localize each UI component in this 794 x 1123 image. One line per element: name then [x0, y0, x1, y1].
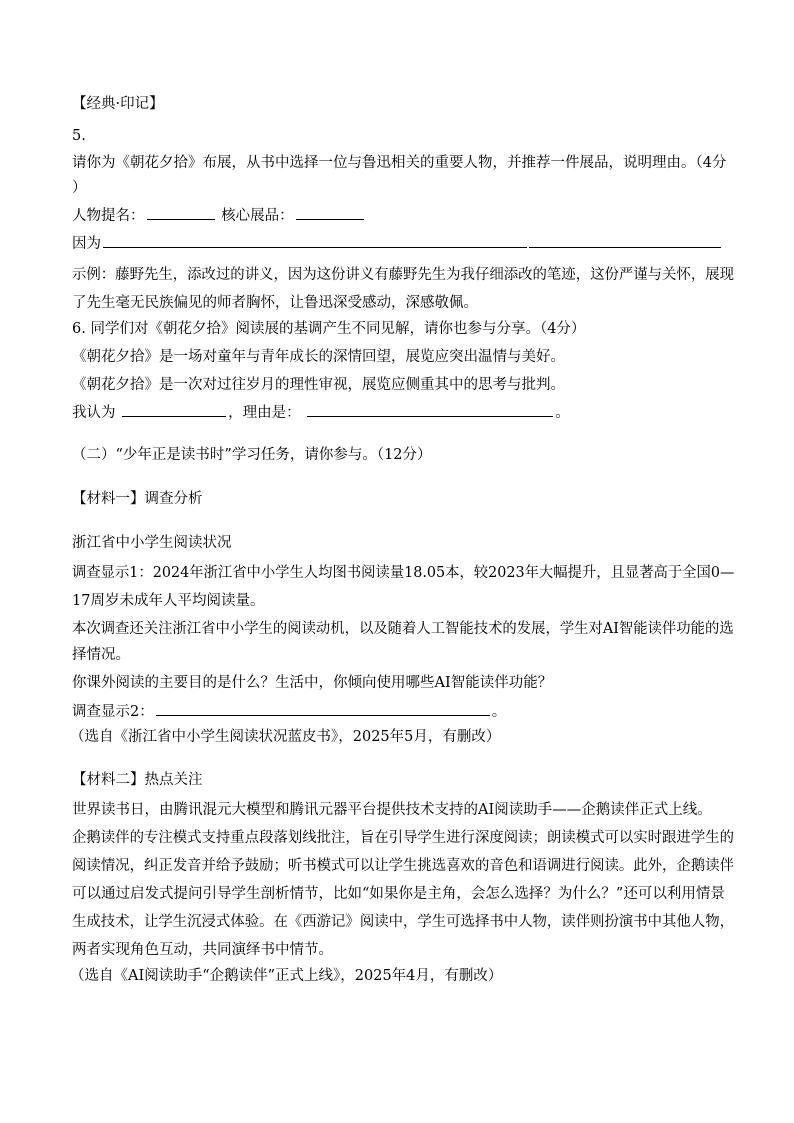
- material-1-heading: 【材料一】调查分析: [72, 491, 203, 507]
- survey-question: 你课外阅读的主要目的是什么？生活中，你倾向使用哪些AI智能读伴功能？: [72, 675, 553, 691]
- viewpoint-1: 《朝花夕拾》是一场对童年与青年成长的深情回望，展览应突出温情与美好。: [72, 349, 565, 365]
- survey-2-end: 。: [491, 704, 507, 720]
- opinion-answer-blank[interactable]: [122, 402, 226, 417]
- question-5-text: 请你为《朝花夕拾》布展，从书中选择一位与鲁迅相关的重要人物，并推荐一件展品，说明理由。（4分: [72, 155, 727, 171]
- example-line-2: 了先生毫无民族偏见的师者胸怀，让鲁迅深受感动，深感敬佩。: [72, 295, 478, 311]
- question-5-number: 5.: [72, 128, 86, 144]
- material-2-line-1: 世界读书日，由腾讯混元大模型和腾讯元器平台提供技术支持的AI阅读助手——企鹅读伴正式上线。: [72, 802, 712, 818]
- section-2-title: （二）“少年正是读书时”学习任务，请你参与。（12分）: [72, 447, 432, 463]
- because-row: [72, 233, 723, 253]
- question-5-text-end: ）: [72, 180, 87, 196]
- survey-2-label: 调查显示2：: [72, 704, 154, 720]
- person-answer-blank[interactable]: [147, 205, 215, 220]
- exhibit-answer-blank[interactable]: [296, 205, 364, 220]
- person-label: 人物提名：: [72, 208, 145, 224]
- survey-1-line-1: 调查显示1：2024年浙江省中小学生人均图书阅读量18.05本，较2023年大幅提升，且显著高于全国0—: [72, 565, 735, 581]
- source-2: （选自《AI阅读助手“企鹅读伴”正式上线》，2025年4月，有删改）: [70, 968, 503, 984]
- example-line-1: 示例：藤野先生，添改过的讲义，因为这份讲义有藤野先生为我仔细添改的笔迹，这份严谨与关怀，展现: [72, 267, 734, 283]
- survey-2-row: [72, 701, 506, 721]
- person-exhibit-row: [72, 205, 366, 225]
- source-1: （选自《浙江省中小学生阅读状况蓝皮书》，2025年5月，有删改）: [70, 729, 501, 745]
- opinion-row: [72, 402, 570, 422]
- viewpoint-2: 《朝花夕拾》是一次对过往岁月的理性审视，展览应侧重其中的思考与批判。: [72, 377, 565, 393]
- material-2-line-4: 可以通过启发式提问引导学生剖析情节，比如“如果你是主角，会怎么选择？为什么？”还可以利用情景: [72, 886, 725, 902]
- opinion-period: 。: [555, 405, 570, 421]
- question-6-text: 6. 同学们对《朝花夕拾》阅读展的基调产生不同见解，请你也参与分享。（4分）: [72, 321, 586, 337]
- material-2-heading: 【材料二】热点关注: [72, 772, 203, 788]
- because-answer-blank-2[interactable]: [529, 233, 721, 248]
- reason-answer-blank[interactable]: [307, 402, 553, 417]
- material-2-line-2: 企鹅读伴的专注模式支持重点段落划线批注，旨在引导学生进行深度阅读；朗读模式可以实时跟进学生的: [72, 830, 734, 846]
- exhibit-label: 核心展品：: [221, 208, 294, 224]
- survey-title: 浙江省中小学生阅读状况: [72, 535, 232, 551]
- material-2-line-3: 阅读情况，纠正发音并给予鼓励；听书模式可以让学生挑选喜欢的音色和语调进行阅读。此外，企鹅读伴: [72, 858, 734, 874]
- survey-1-line-2: 17周岁未成年人平均阅读量。: [72, 593, 265, 609]
- focus-line-1: 本次调查还关注浙江省中小学生的阅读动机，以及随着人工智能技术的发展，学生对AI智能读伴功能的选: [72, 621, 734, 637]
- reason-label: ，理由是：: [228, 405, 301, 421]
- material-2-line-5: 生成技术，让学生沉浸式体验。在《西游记》阅读中，学生可选择书中人物，读伴则扮演书中其他人物，: [72, 914, 734, 930]
- survey-2-answer-blank[interactable]: [156, 701, 490, 716]
- opinion-label: 我认为: [72, 405, 116, 421]
- section-heading-classic: 【经典·印记】: [72, 96, 164, 112]
- because-answer-blank-1[interactable]: [103, 233, 527, 248]
- material-2-line-6: 两者实现角色互动，共同演绎书中情节。: [72, 942, 333, 958]
- focus-line-2: 择情况。: [72, 647, 130, 663]
- because-label: 因为: [72, 236, 101, 252]
